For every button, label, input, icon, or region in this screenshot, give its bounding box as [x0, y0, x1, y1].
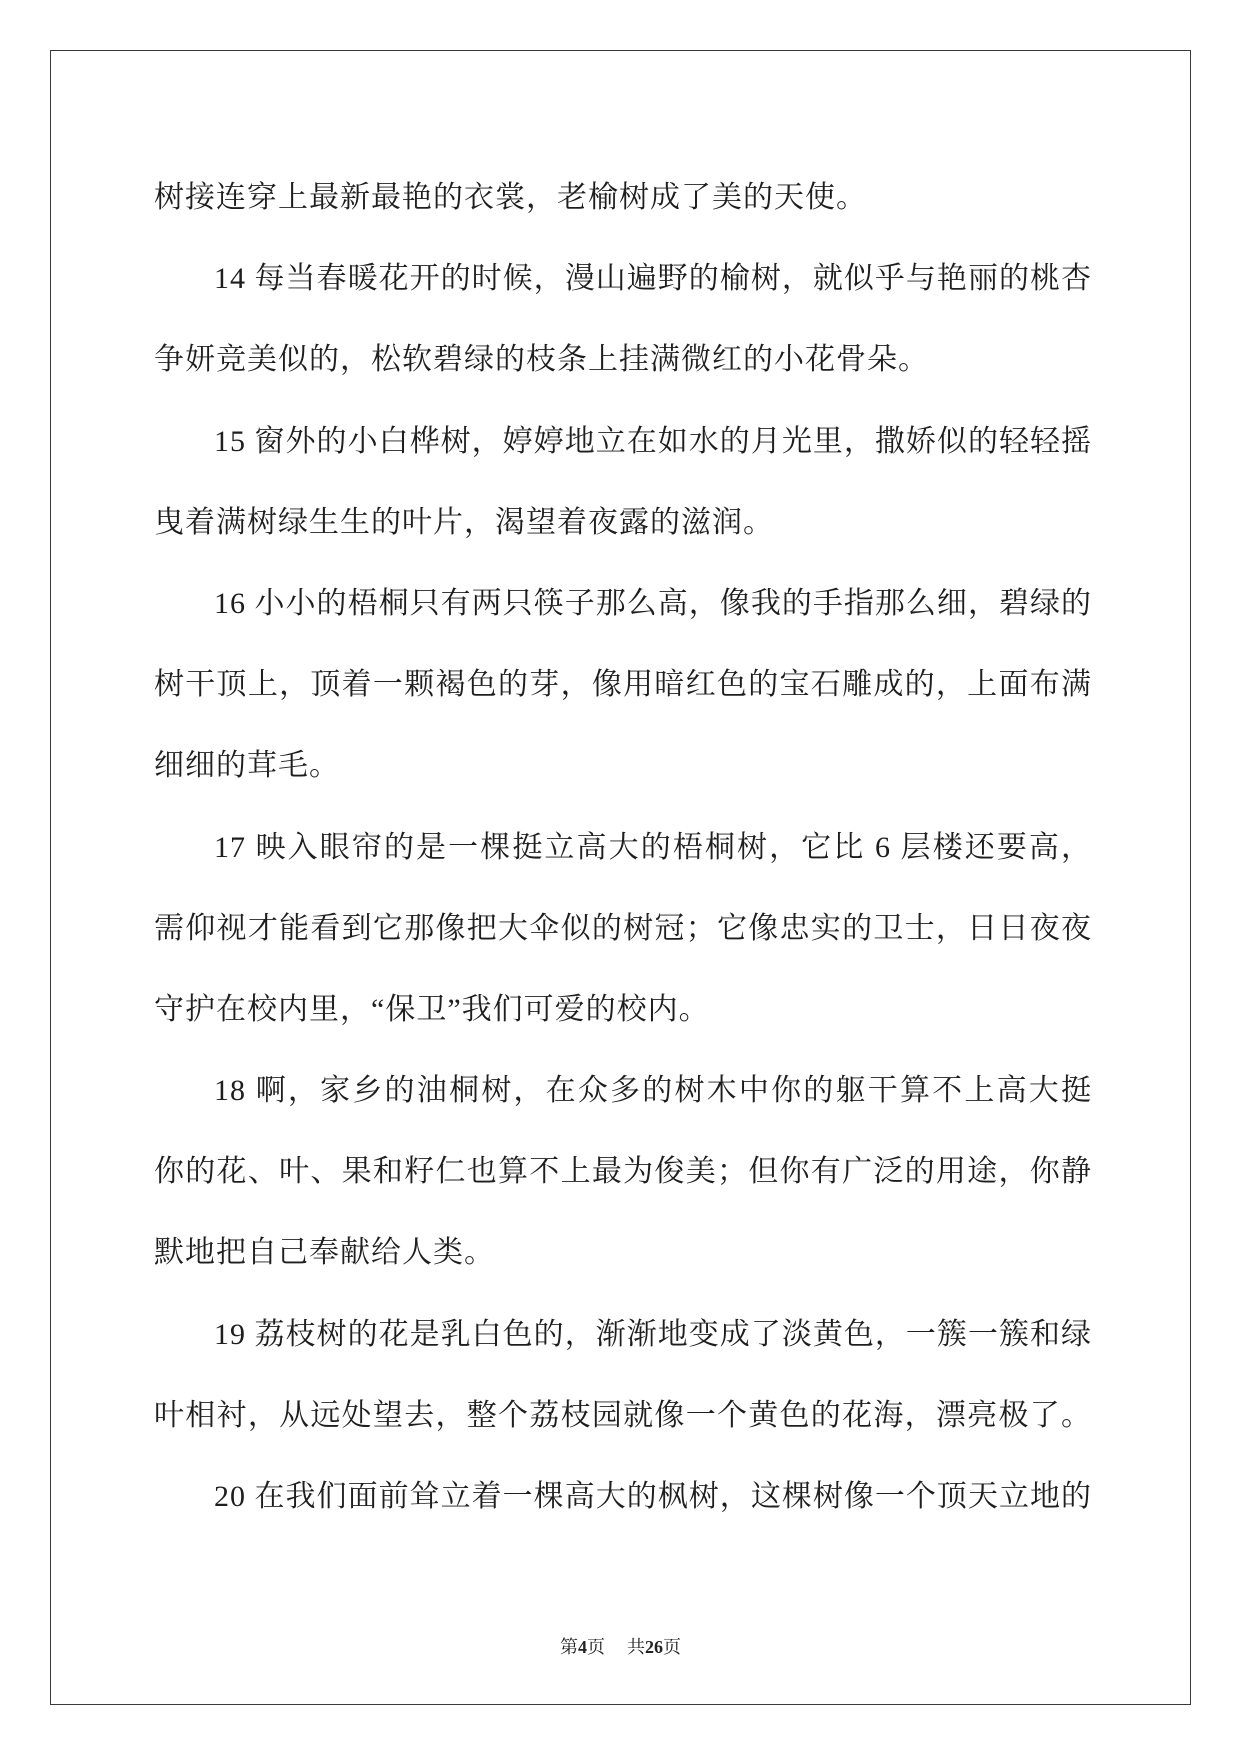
text-line: 叶相衬，从远处望去，整个荔枝园就像一个黄色的花海，漂亮极了。 [154, 1398, 1092, 1432]
text-line: 14 每当春暖花开的时候，漫山遍野的榆树，就似乎与艳丽的桃杏 [214, 262, 1092, 296]
paragraph-17 [154, 807, 1092, 1051]
text-line: 17 映入眼帘的是一棵挺立高大的梧桐树，它比 6 层楼还要高， [214, 830, 1092, 864]
page-suffix: 页 [587, 1637, 605, 1657]
text-line: 树接连穿上最新最艳的衣裳，老榆树成了美的天使。 [154, 181, 867, 214]
text-line: 需仰视才能看到它那像把大伞似的树冠；它像忠实的卫士，日日夜夜 [154, 911, 1092, 945]
paragraph-20 [154, 1456, 1092, 1537]
total-suffix: 页 [663, 1637, 681, 1657]
text-line: 争妍竞美似的，松软碧绿的枝条上挂满微红的小花骨朵。 [154, 343, 929, 377]
total-pages: 26 [645, 1637, 663, 1657]
page-number: 4 [578, 1637, 587, 1657]
text-line: 19 荔枝树的花是乳白色的，渐渐地变成了淡黄色，一簇一簇和绿 [214, 1317, 1092, 1351]
page-footer [0, 1634, 1241, 1660]
text-line: 18 啊，家乡的油桐树，在众多的树木中你的躯干算不上高大挺 [214, 1074, 1092, 1108]
text-line: 你的花、叶、果和籽仁也算不上最为俊美；但你有广泛的用途，你静 [154, 1155, 1092, 1189]
document-body [154, 157, 1092, 1537]
total-pages-indicator [627, 1637, 681, 1657]
text-line: 细细的茸毛。 [154, 749, 340, 783]
paragraph-19 [154, 1294, 1092, 1456]
paragraph-16 [154, 563, 1092, 807]
text-line: 默地把自己奉献给人类。 [154, 1236, 495, 1270]
paragraph-14 [154, 238, 1092, 400]
current-page-indicator [560, 1637, 605, 1657]
paragraph-continuation [154, 157, 1092, 238]
text-line: 15 窗外的小白桦树，婷婷地立在如水的月光里，撒娇似的轻轻摇 [214, 424, 1092, 458]
text-line: 曳着满树绿生生的叶片，渴望着夜露的滋润。 [154, 505, 774, 539]
total-prefix: 共 [627, 1637, 645, 1657]
paragraph-15 [154, 401, 1092, 563]
paragraph-18 [154, 1050, 1092, 1294]
text-line: 16 小小的梧桐只有两只筷子那么高，像我的手指那么细，碧绿的 [214, 586, 1092, 620]
text-line: 树干顶上，顶着一颗褐色的芽，像用暗红色的宝石雕成的，上面布满 [154, 668, 1092, 702]
text-line: 20 在我们面前耸立着一棵高大的枫树，这棵树像一个顶天立地的 [214, 1480, 1092, 1513]
text-line: 守护在校内里，“保卫”我们可爱的校内。 [154, 992, 710, 1026]
page-prefix: 第 [560, 1637, 578, 1657]
